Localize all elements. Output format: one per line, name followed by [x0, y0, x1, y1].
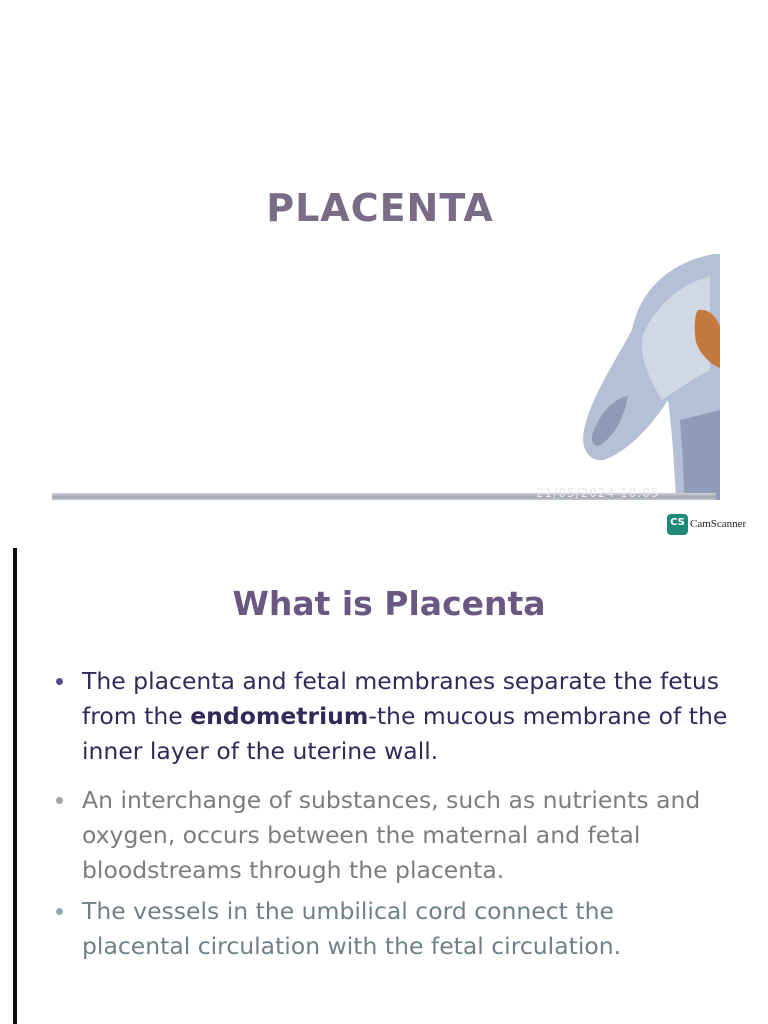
bullet-item-2 [50, 783, 712, 888]
bullet-2-text: An interchange of substances, such as nutrients and oxygen, occurs between the maternal and fetal bloodstreams through the placenta. [82, 786, 701, 884]
bullet-item-1 [50, 664, 732, 769]
slide-placenta-title [0, 0, 768, 510]
slide-heading: What is Placenta [232, 584, 546, 623]
bullet-list [50, 664, 750, 964]
camscanner-label: CamScanner [690, 518, 747, 530]
slide-title: PLACENTA [266, 186, 494, 230]
bullet-dot-icon [56, 908, 63, 915]
photo-timestamp: 21/05/2024 10:05 [536, 486, 660, 500]
bullet-3-text: The vessels in the umbilical cord connect the placental circulation with the fetal circulation. [82, 897, 622, 960]
camscanner-badge-text: CS [670, 517, 685, 528]
bullet-dot-icon [56, 678, 63, 685]
bullet-dot-icon [56, 797, 63, 804]
bullet-1-text-start: The placenta and fetal membranes separate the fetus from the [82, 667, 720, 730]
bullet-1-text-end: -the mucous membrane of the inner layer of the uterine wall. [82, 702, 728, 765]
speaker-photo-image [580, 250, 720, 500]
camscanner-logo-icon [667, 514, 688, 535]
bullet-item-3 [50, 894, 692, 964]
bullet-1-bold-term: endometrium [190, 702, 369, 730]
slide-what-is-placenta [0, 540, 768, 1024]
